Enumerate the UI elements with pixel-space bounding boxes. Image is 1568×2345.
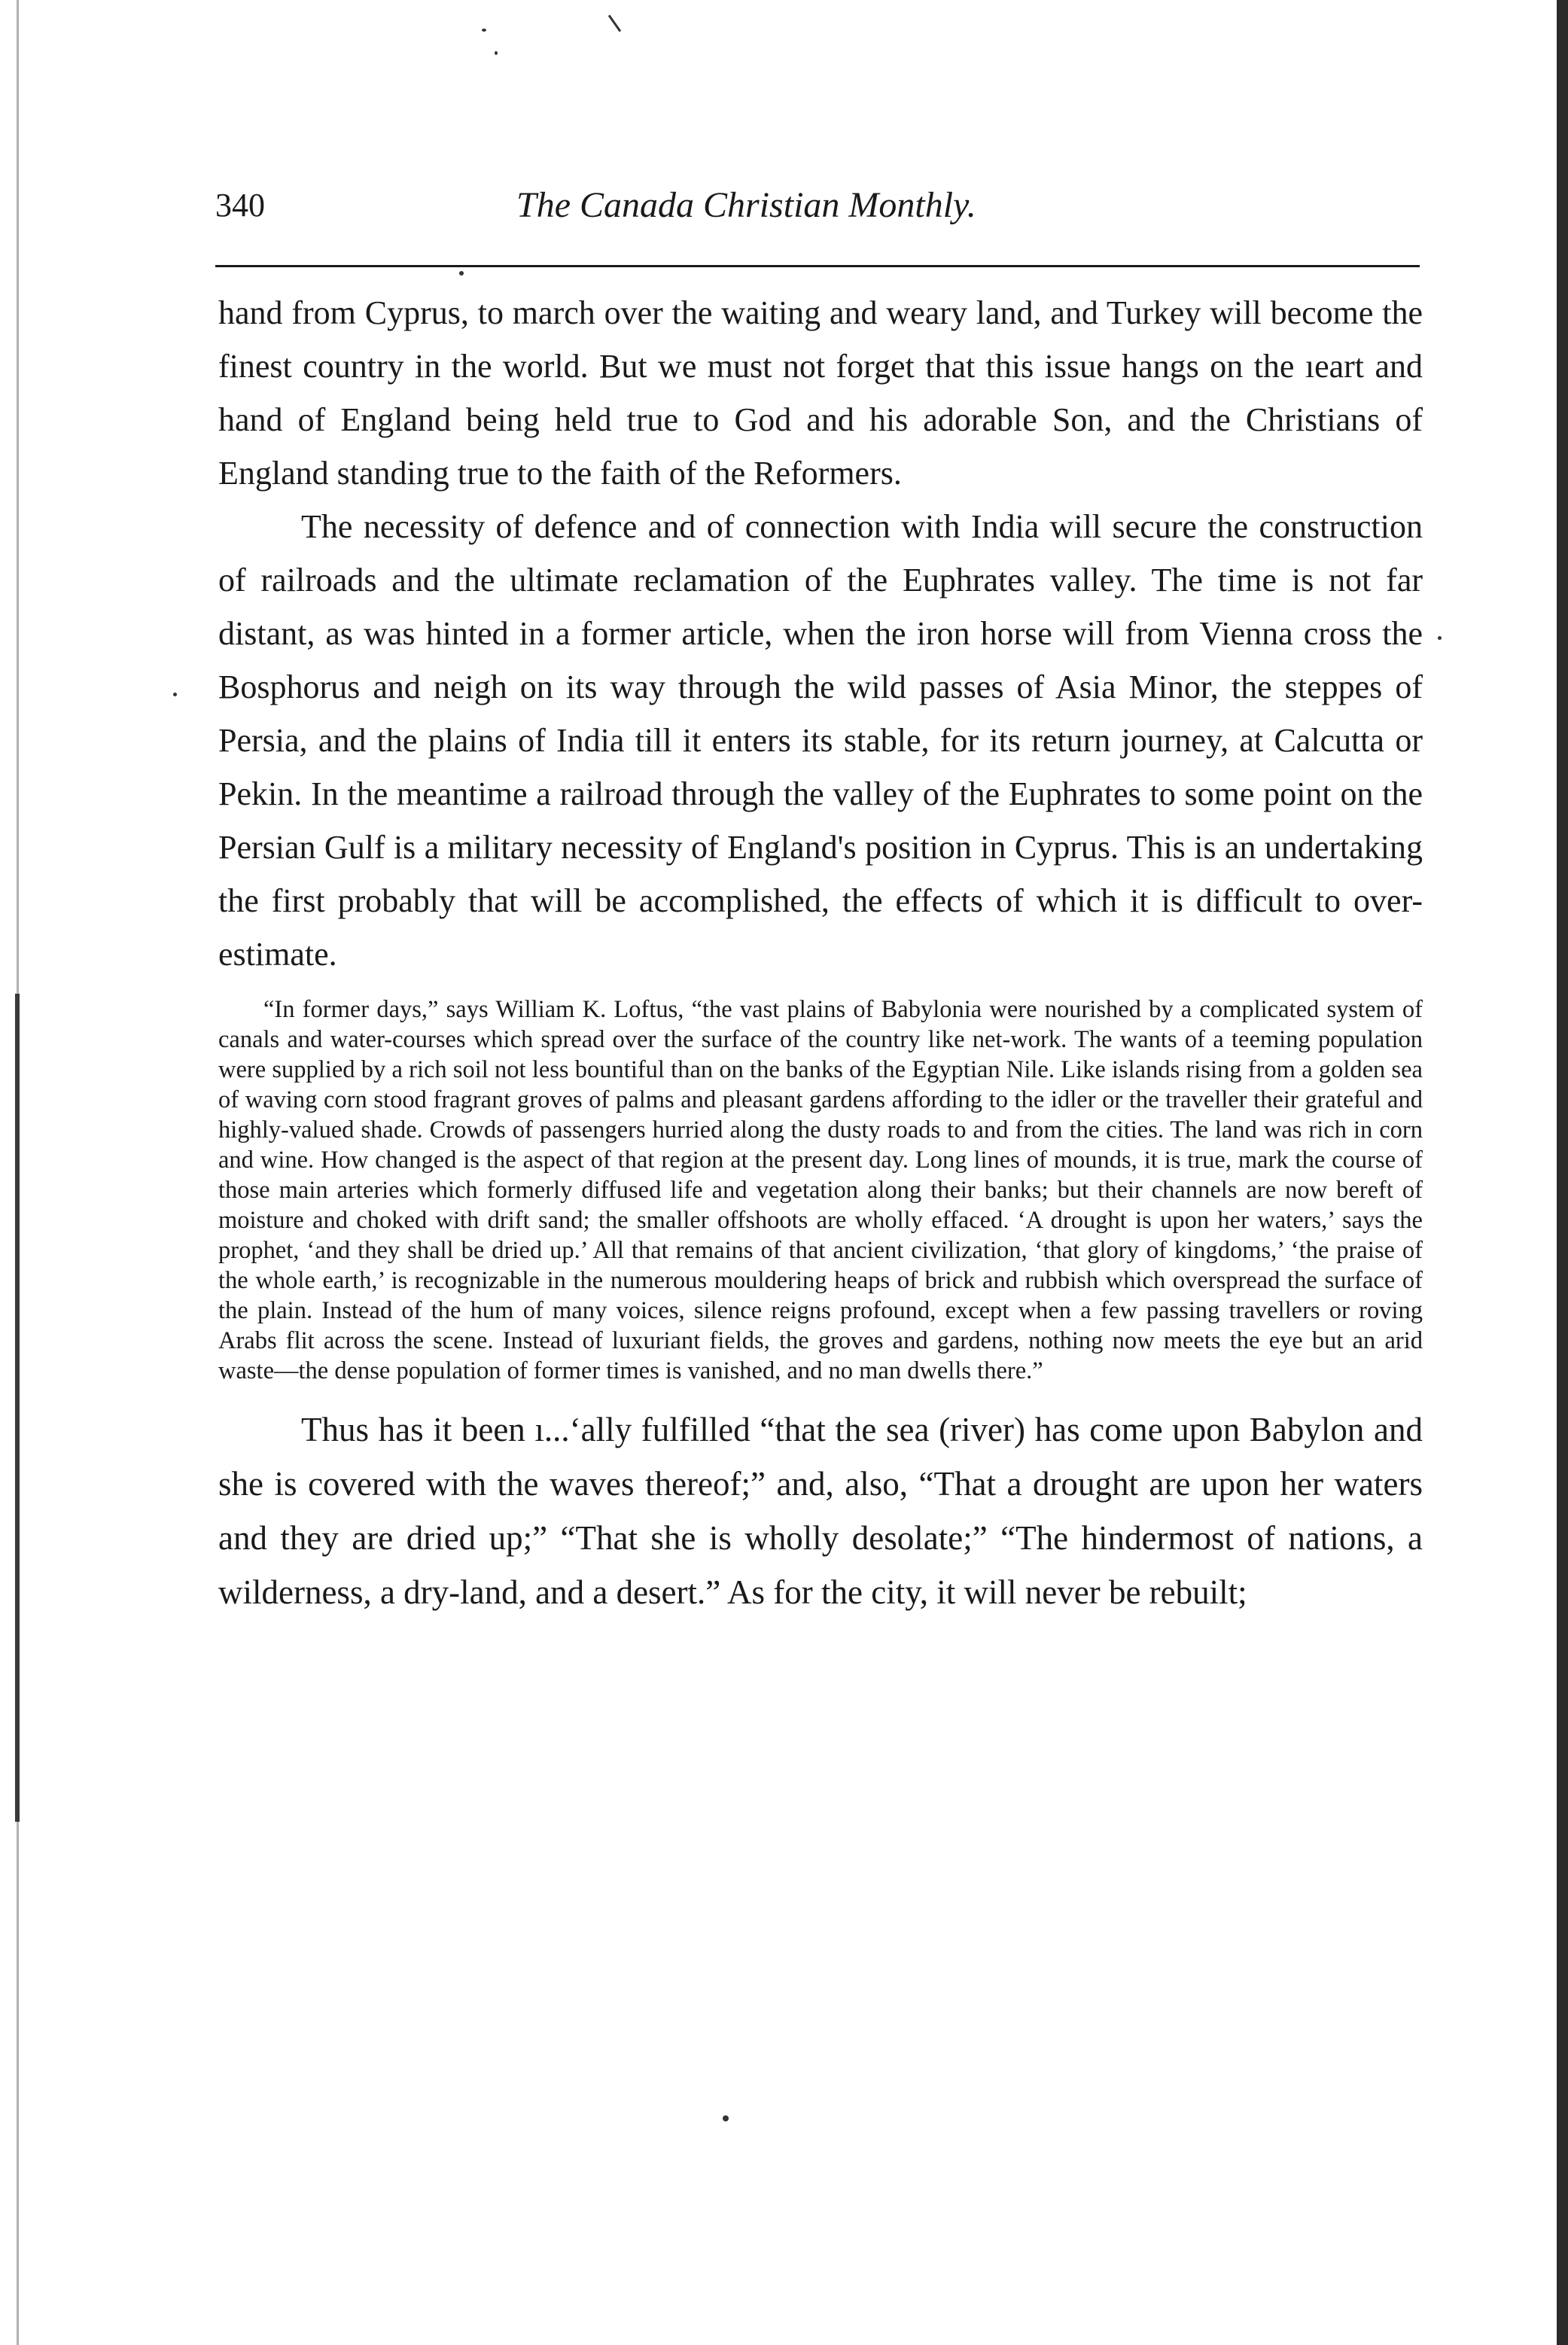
scan-speck [459, 271, 464, 276]
page-number: 340 [215, 187, 265, 224]
page-right-edge [1557, 0, 1568, 2345]
running-head [215, 183, 1405, 236]
paragraph-3: Thus has it been ı...‘ally fulfilled “that the sea (river) has come upon Babylon and she is covered with the waves thereof;” and, also, “That a drought are upon her waters and they are dried up;” “That she is wholly desolate;” “The hindermost of nations, a wilderness, a dry-land, and a desert.” As for the city, it will never be rebuilt; [218, 1411, 1423, 1611]
scan-speck [173, 693, 177, 696]
scan-speck [482, 29, 486, 32]
page-left-edge-shadow [15, 994, 20, 1822]
scan-speck [723, 2115, 729, 2121]
scan-speck [1438, 636, 1442, 640]
header-rule [215, 265, 1420, 267]
paragraph-2: The necessity of defence and of connection with India will secure the construction of railroads and the ultimate reclamation of the Euphrates valley. The time is not far distant, as was hinted in a former article, when the iron horse will from Vienna cross the Bosphorus and neigh on its way through the wild passes of Asia Minor, the steppes of Persia, and the plains of India till it enters its stable, for its return journey, at Calcutta or Pekin. In the meantime a railroad through the valley of the Euphrates to some point on the Persian Gulf is a military necessity of England's position in Cyprus. This is an undertaking the first probably that will be accomplished, the effects of which it is difficult to over-estimate. [218, 508, 1423, 973]
paragraph-1: hand from Cyprus, to march over the waiting and weary land, and Turkey will become the finest country in the world. But we must not forget that this issue hangs on the ıeart and hand of England being held true to God and his adorable Son, and the Christians of England standing true to the faith of the Reformers. [218, 294, 1423, 492]
journal-title: The Canada Christian Monthly. [516, 185, 976, 225]
scan-speck [495, 51, 498, 55]
body-text [218, 286, 1423, 1619]
block-quote: “In former days,” says William K. Loftus, “the vast plains of Babylonia were nourished by a complicated system of canals and water-courses which spread over the surface of the country like net-work. The wants of a teeming population were supplied by a rich soil not less bountiful than on the banks of the Egyptian Nile. Like islands rising from a golden sea of waving corn stood fragrant groves of palms and pleasant gardens affording to the idler or the traveller their grateful and highly-valued shade. Crowds of passengers hurried along the dusty roads to and from the cities. The land was rich in corn and wine. How changed is the aspect of that region at the present day. Long lines of mounds, it is true, mark the course of those main arteries which formerly diffused life and vegetation along their banks; but their channels are now bereft of moisture and choked with drift sand; the smaller offshoots are wholly effaced. ‘A drought is upon her waters,’ says the prophet, ‘and they shall be dried up.’ All that remains of that ancient civilization, ‘that glory of kingdoms,’ ‘the praise of the whole earth,’ is recognizable in the numerous mouldering heaps of brick and rubbish which overspread the surface of the plain. Instead of the hum of many voices, silence reigns profound, except when a few passing travellers or roving Arabs flit across the scene. Instead of luxuriant fields, the groves and gardens, nothing now meets the eye but an arid waste—the dense population of former times is vanished, and no man dwells there.” [218, 996, 1423, 1384]
scan-speck [608, 14, 621, 32]
